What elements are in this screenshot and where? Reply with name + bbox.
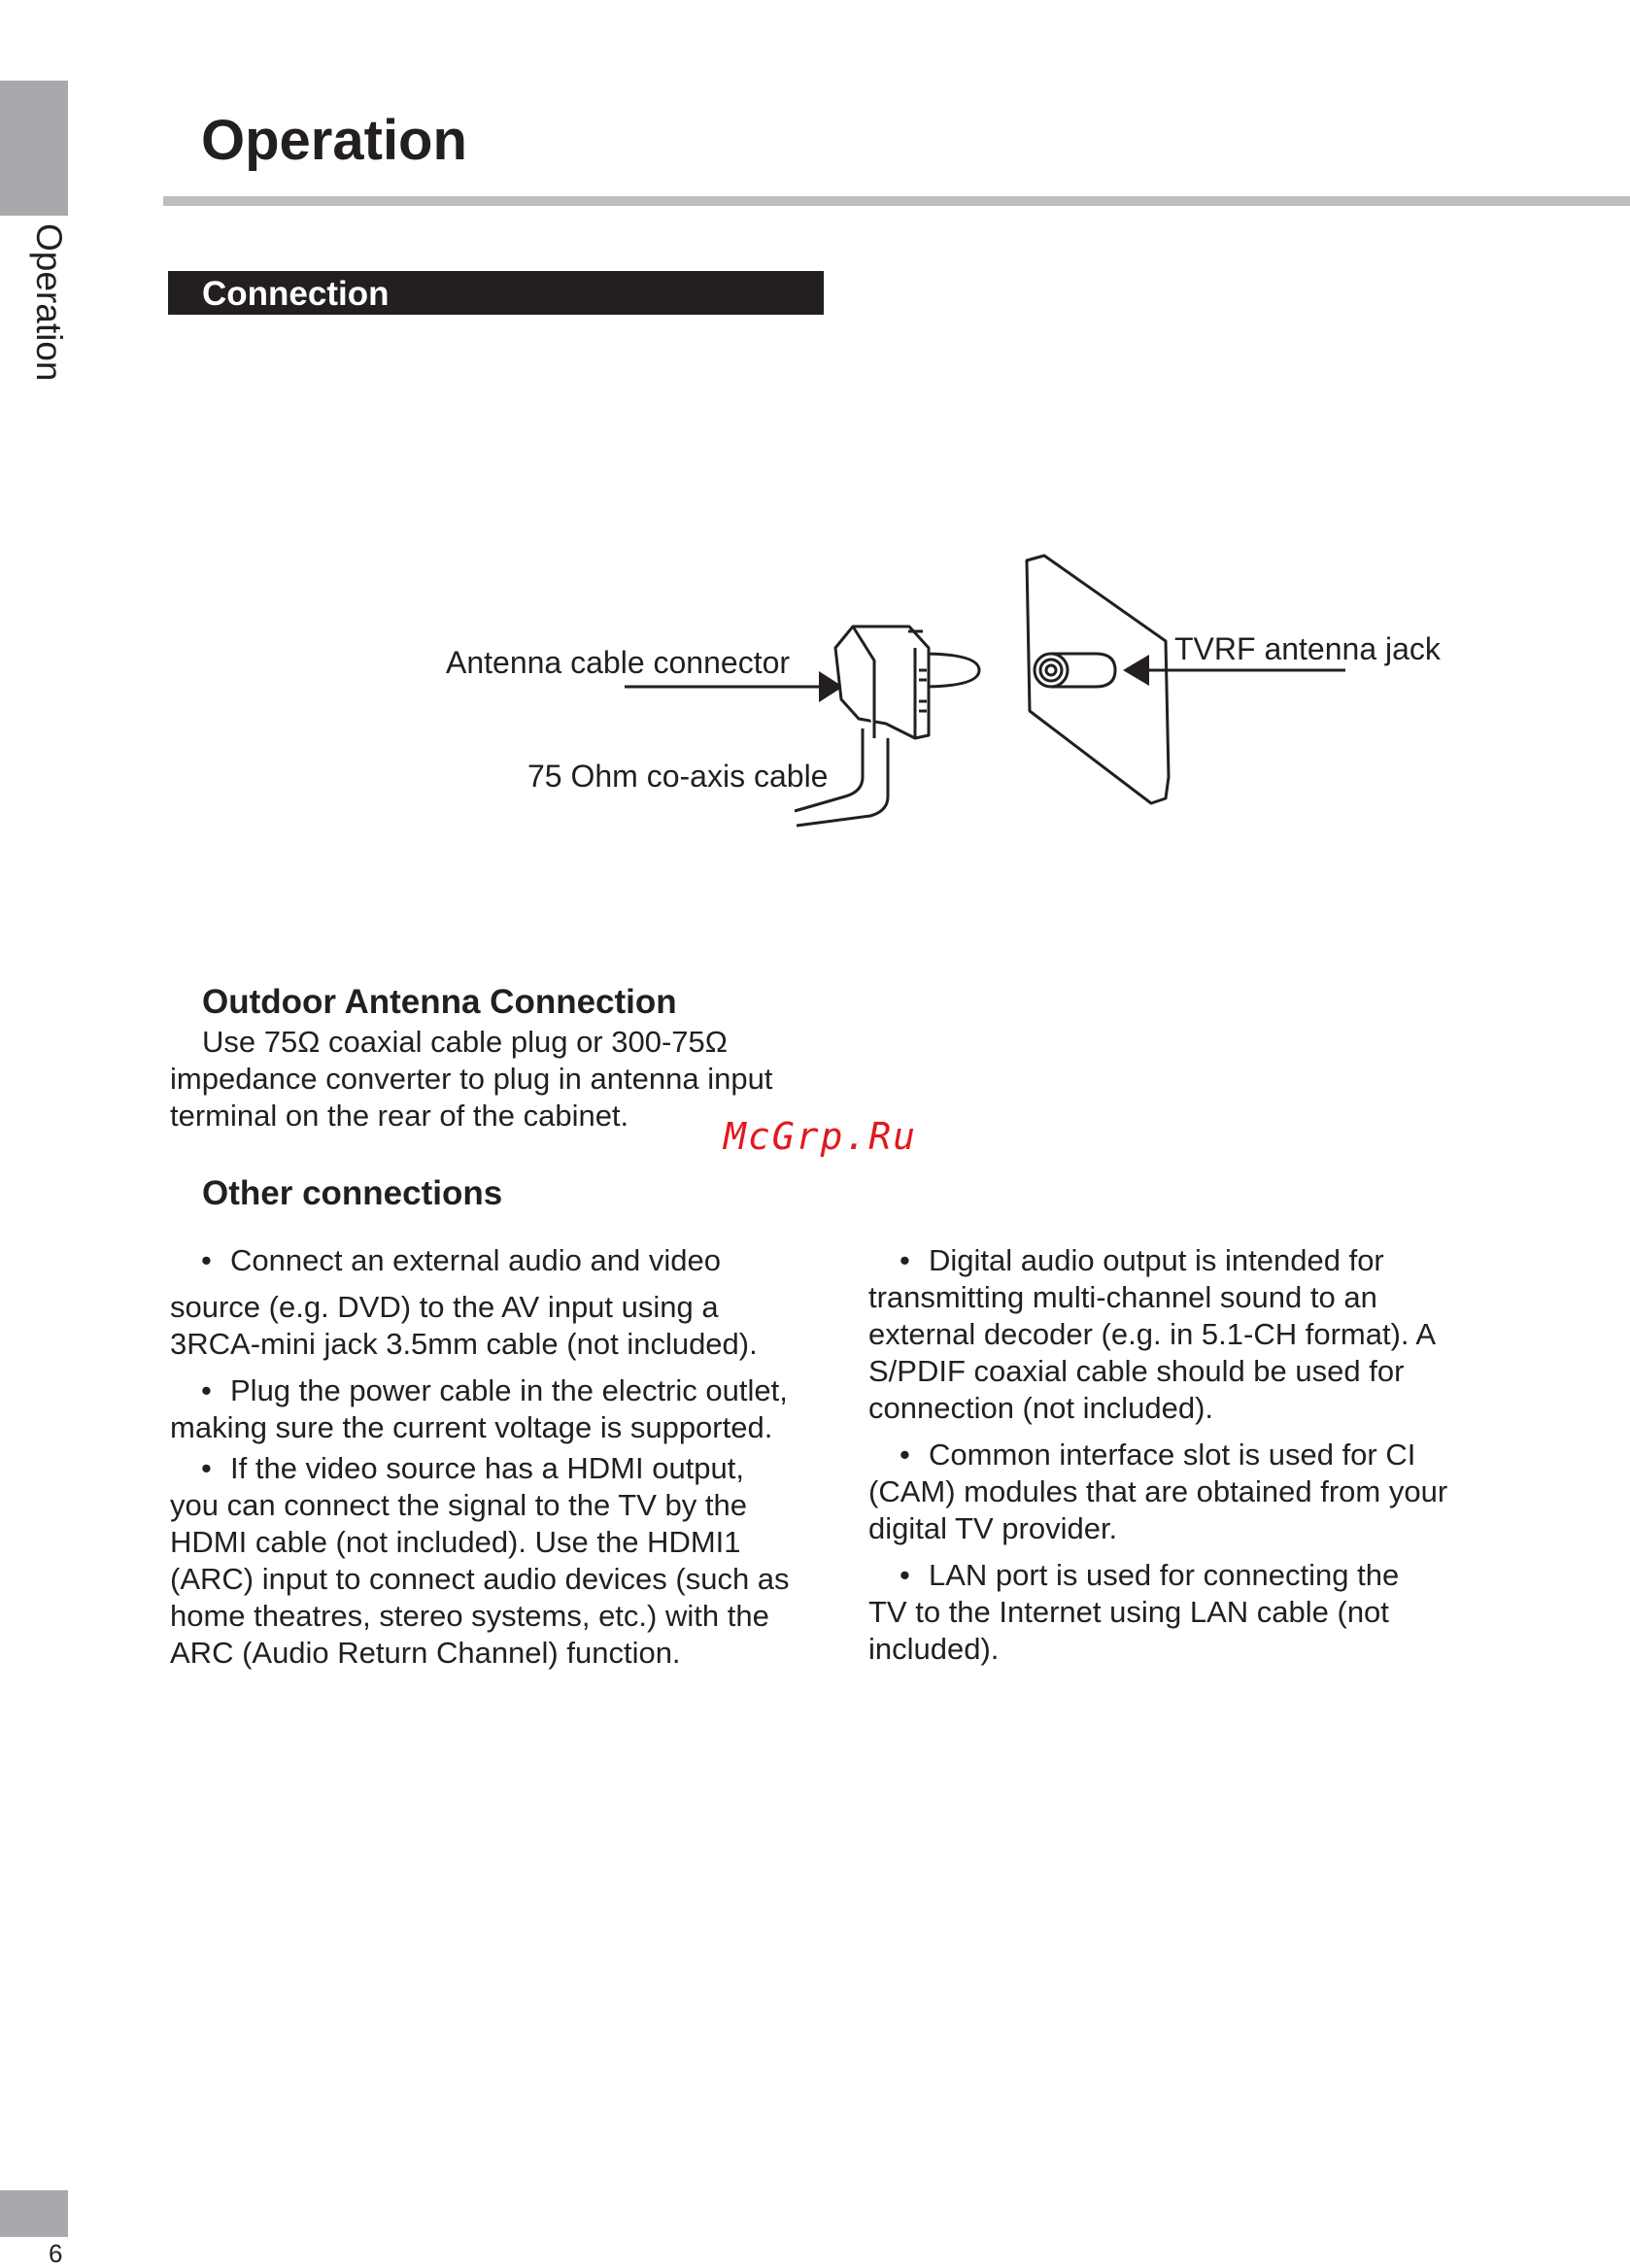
list-item <box>868 1437 1539 1547</box>
bullet-line: external decoder (e.g. in 5.1-CH format). A <box>868 1317 1437 1351</box>
bullet-line: you can connect the signal to the TV by the <box>170 1488 747 1522</box>
other-connections-heading: Other connections <box>202 1174 503 1212</box>
list-item <box>170 1372 840 1446</box>
outdoor-line-3: terminal on the rear of the cabinet. <box>170 1099 629 1133</box>
bullet-mark: • <box>201 1451 212 1485</box>
bullet-mark: • <box>900 1438 910 1472</box>
side-section-label: Operation <box>29 223 69 382</box>
outdoor-antenna-heading: Outdoor Antenna Connection <box>202 983 677 1021</box>
bullet-line: HDMI cable (not included). Use the HDMI1 <box>170 1525 741 1559</box>
bullet-first-line: LAN port is used for connecting the <box>929 1558 1400 1592</box>
connector-label: Antenna cable connector <box>446 645 791 680</box>
bullet-first-line: Connect an external audio and video <box>230 1243 721 1277</box>
other-connections-right-column <box>868 1242 1539 1677</box>
bullet-line: home theatres, stereo systems, etc.) with the <box>170 1599 769 1633</box>
page-title: Operation <box>201 109 467 172</box>
cable-label: 75 Ohm co-axis cable <box>527 759 829 794</box>
bullet-line: transmitting multi-channel sound to an <box>868 1280 1377 1314</box>
bullet-mark: • <box>201 1243 212 1277</box>
bullet-line: source (e.g. DVD) to the AV input using a <box>170 1290 719 1324</box>
bullet-line: making sure the current voltage is supported. <box>170 1410 773 1444</box>
list-item <box>170 1450 840 1672</box>
watermark: McGrp.Ru <box>724 1115 918 1158</box>
bullet-line: 3RCA-mini jack 3.5mm cable (not included). <box>170 1327 758 1361</box>
list-item <box>868 1557 1539 1668</box>
jack-label: TVRF antenna jack <box>1174 631 1441 666</box>
bullet-line: ARC (Audio Return Channel) function. <box>170 1636 681 1670</box>
bullet-line: digital TV provider. <box>868 1511 1118 1545</box>
bullet-line: S/PDIF coaxial cable should be used for <box>868 1354 1405 1388</box>
outdoor-line-1: Use 75Ω coaxial cable plug or 300-75Ω <box>202 1025 728 1059</box>
bullet-line: included). <box>868 1632 1000 1666</box>
other-connections-left-column <box>170 1242 840 1681</box>
bullet-first-line: Common interface slot is used for CI <box>929 1438 1416 1472</box>
outdoor-line-2: impedance converter to plug in antenna input <box>170 1062 773 1096</box>
bullet-line: (CAM) modules that are obtained from your <box>868 1474 1448 1508</box>
bullet-mark: • <box>201 1373 212 1407</box>
list-item <box>868 1242 1539 1427</box>
bullet-first-line: Digital audio output is intended for <box>929 1243 1384 1277</box>
bullet-mark: • <box>900 1558 910 1592</box>
antenna-plug-icon <box>835 626 979 738</box>
bullet-line: connection (not included). <box>868 1391 1214 1425</box>
outdoor-antenna-text <box>170 1024 811 1134</box>
bullet-line: (ARC) input to connect audio devices (such as <box>170 1562 790 1596</box>
bullet-mark: • <box>900 1243 910 1277</box>
section-title: Connection <box>202 275 390 313</box>
bullet-first-line: Plug the power cable in the electric outlet, <box>230 1373 788 1407</box>
bullet-line: TV to the Internet using LAN cable (not <box>868 1595 1389 1629</box>
page-tab-marker <box>0 2190 68 2237</box>
bullet-first-line: If the video source has a HDMI output, <box>230 1451 744 1485</box>
list-item <box>170 1242 840 1363</box>
page-number: 6 <box>49 2239 63 2268</box>
antenna-connection-diagram <box>0 0 1630 874</box>
